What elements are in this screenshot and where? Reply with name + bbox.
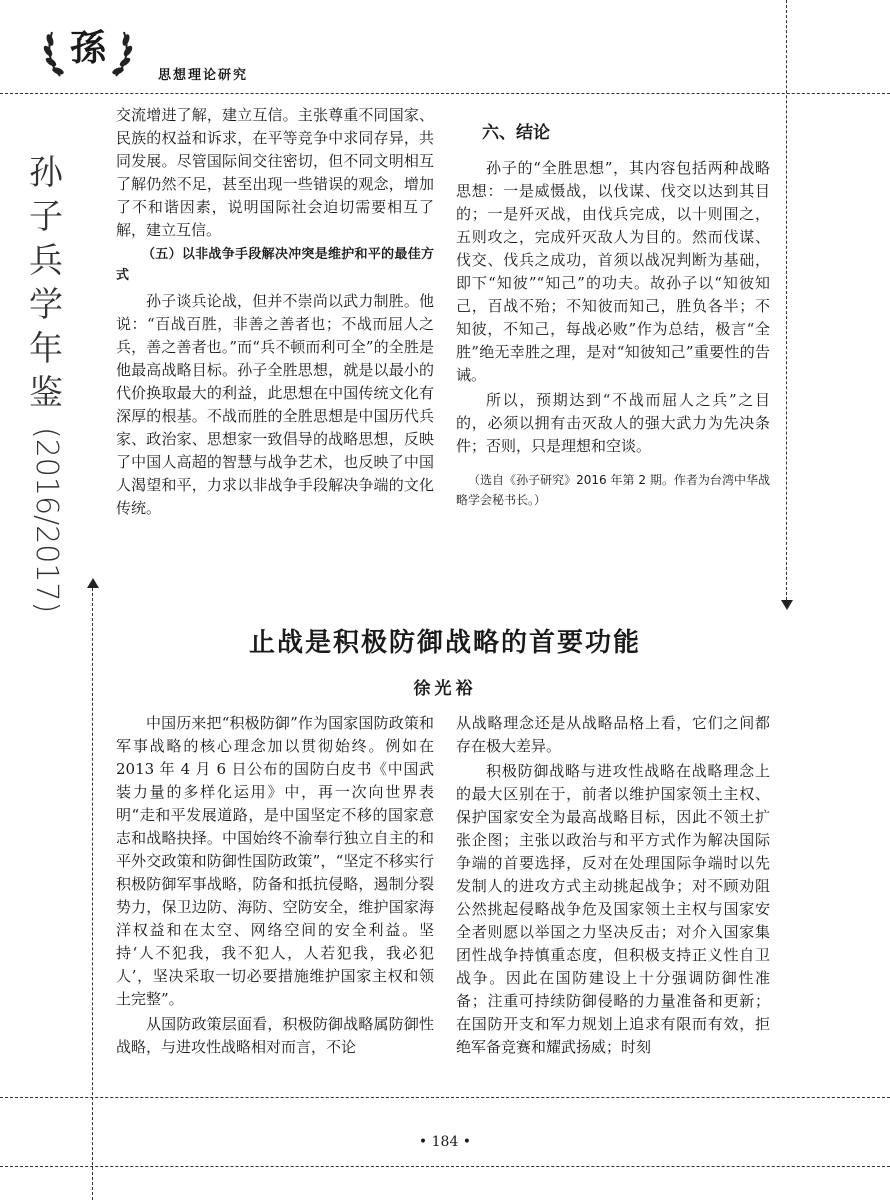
side-title-char: 鉴 [29, 373, 63, 413]
arrow-up-icon [87, 578, 99, 588]
side-title-char: 孙 [29, 153, 63, 193]
bottom-divider [0, 1166, 890, 1167]
yearbook-side-title [18, 152, 74, 620]
side-title-char: 兵 [29, 241, 63, 281]
section-label: 思想理论研究 [158, 68, 249, 83]
page-number: • 184 • [418, 1134, 472, 1150]
article-left-column [116, 712, 434, 1059]
prev-article-left-column [116, 104, 434, 520]
yearbook-logo [38, 18, 138, 82]
paragraph: 从战略理念还是从战略品格上看，它们之间都存在极大差异。 [456, 714, 770, 755]
paragraph: 孙子谈兵论战，但并不崇尚以武力制胜。他说：“百战百胜，非善之善者也；不战而屈人之兵，善之善者也。”而“兵不顿而利可全”的全胜是他最高战略目标。孙子全胜思想，就是以最小的代价换取最大的利益，此思想在中国传统文化有深厚的根基。不战而胜的全胜思想是中国历代兵家、政治家、思想家一致倡导的战略思想，反映了中国人高超的智慧与战争艺术，也反映了中国人渴望和平，力求以非战争手段解决争端的文化传统。 [116, 292, 434, 517]
paragraph: 从国防政策层面看，积极防御战略属防御性战略，与进攻性战略相对而言，不论 [116, 1015, 434, 1056]
side-title-year: (2016/2017) [29, 426, 64, 614]
source-note: （选自《孙子研究》2016 年第 2 期。作者为台湾中华战略学会秘书长。） [456, 473, 770, 507]
paragraph: 孙子的“全胜思想”，其内容包括两种战略思想：一是威慑战，以伐谋、伐交以达到其目的；一是歼灭战，由伐兵完成，以十则围之，五则攻之，完成歼灭敌人为目的。然而伐谋、伐交、伐兵之成功，首须以战况判断为基础，即下“知彼”“知己”的功夫。故孙子以“知彼知己，百战不殆；不知彼而知己，胜负各半；不知彼，不知己，每战必败”作为总结，极言“全胜”绝无幸胜之理，是对“知彼知己”重要性的告诫。 [456, 159, 770, 384]
side-title-char: 年 [29, 329, 63, 369]
logo-glyph: 孫 [69, 27, 106, 69]
prev-article-right-column [456, 122, 770, 510]
right-margin-line [786, 0, 787, 600]
header-divider [0, 93, 890, 94]
paragraph: 积极防御战略与进攻性战略在战略理念上的最大区别在于，前者以维护国家领土主权、保护国家安全为最高战略目标，因此不领土扩张企图；主张以政治与和平方式作为解决国际争端的首要选择，反对在处理国际争端时以先发制人的进攻方式主动挑起战争；对不顾劝阻公然挑起侵略战争危及国家领土主权与国家安全者则愿以举国之力坚决反击；对介入国家集团性战争持慎重态度，但积极支持正义性自卫战争。因此在国防建设上十分强调防御性准备；注重可持续防御侵略的力量准备和更新；在国防开支和军力规划上追求有限而有效，拒绝军备竞赛和耀武扬威；时刻 [456, 762, 770, 1056]
article-title: 止战是积极防御战略的首要功能 [248, 628, 641, 658]
paragraph: 中国历来把“积极防御”作为国家国防政策和军事战略的核心理念加以贯彻始终。例如在 2013 年 4 月 6 日公布的国防白皮书《中国武装力量的多样化运用》中，再一次向世界表明“走和平发展道路，是中国坚定不移的国家意志和战略抉择。中国始终不渝奉行独立自主的和平外交政策和防御性国防政策”，“坚定不移实行积极防御军事战略，防备和抵抗侵略，遏制分裂势力，保卫边防、海防、空防安全，维护国家海洋权益和在太空、网络空间的安全利益。坚持‘人不犯我，我不犯人，人若犯我，我必犯人’，坚决采取一切必要措施维护国家主权和领土完整”。 [116, 714, 434, 1008]
subheading: （五）以非战争手段解决冲突是维护和平的最佳方式 [116, 247, 434, 283]
article-right-column [456, 712, 770, 1059]
side-title-char: 子 [29, 197, 63, 237]
footer-divider [0, 1097, 890, 1098]
paragraph: 所以，预期达到“不战而屈人之兵”之目的，必须以拥有击灭敌人的强大武力为先决条件；否则，只是理想和空谈。 [456, 391, 770, 455]
paragraph: 交流增进了解，建立互信。主张尊重不同国家、民族的权益和诉求，在平等竞争中求同存异，共同发展。尽管国际间交往密切，但不同文明相互了解仍然不足，甚至出现一些错误的观念，增加了不和谐因素，说明国际社会迫切需要相互了解，建立互信。 [116, 106, 434, 239]
conclusion-heading: 六、结论 [482, 123, 550, 143]
arrow-down-icon [781, 600, 793, 610]
article-author: 徐光裕 [413, 679, 477, 699]
side-title-char: 学 [29, 285, 63, 325]
